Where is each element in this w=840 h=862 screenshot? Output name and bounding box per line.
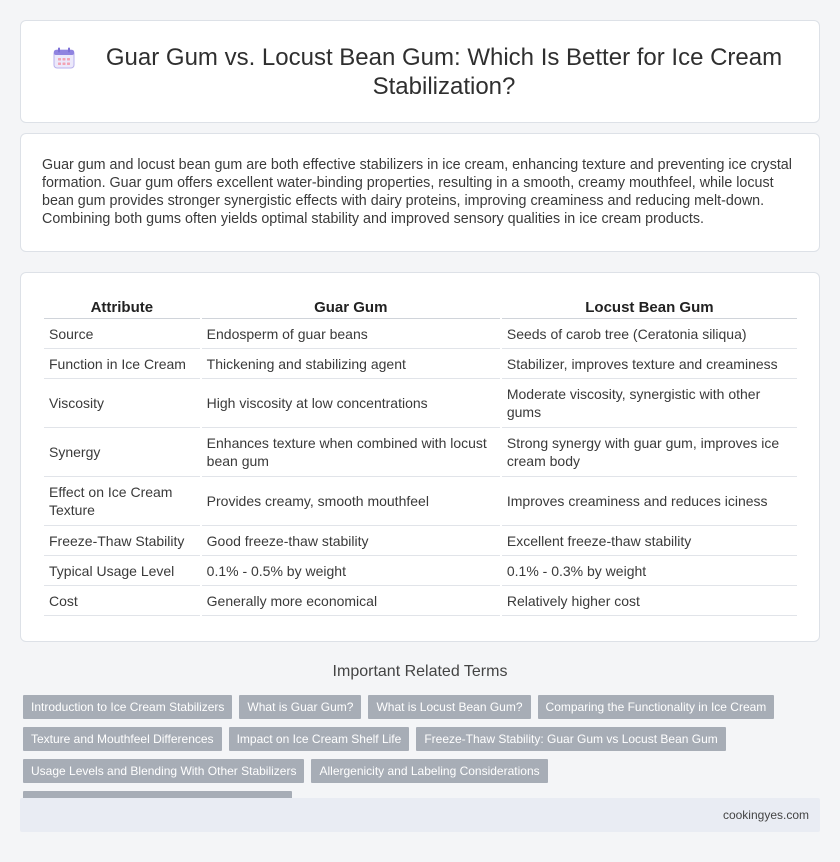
related-term-tag[interactable]: What is Guar Gum? <box>239 695 361 719</box>
table-cell: Enhances texture when combined with locust bean gum <box>202 428 500 477</box>
table-cell: Endosperm of guar beans <box>202 319 500 349</box>
table-row <box>44 526 797 556</box>
table-cell: Source <box>44 319 200 349</box>
header-attribute: Attribute <box>44 295 200 319</box>
table-cell: Moderate viscosity, synergistic with other gums <box>502 379 797 428</box>
page-title: Guar Gum vs. Locust Bean Gum: Which Is Better for Ice Cream Stabilization? <box>105 43 783 100</box>
intro-card <box>20 133 820 252</box>
table-row <box>44 477 797 526</box>
table-row <box>44 319 797 349</box>
comparison-table-card <box>20 272 820 642</box>
table-header-row <box>44 295 797 319</box>
related-term-tag[interactable]: Impact on Ice Cream Shelf Life <box>229 727 410 751</box>
calendar-icon <box>51 45 77 71</box>
table-cell: 0.1% - 0.5% by weight <box>202 556 500 586</box>
comparison-table <box>42 295 799 616</box>
table-cell: 0.1% - 0.3% by weight <box>502 556 797 586</box>
table-cell: Synergy <box>44 428 200 477</box>
table-cell: Typical Usage Level <box>44 556 200 586</box>
table-row <box>44 349 797 379</box>
related-term-tag[interactable]: Introduction to Ice Cream Stabilizers <box>23 695 232 719</box>
table-cell: Stabilizer, improves texture and creaminess <box>502 349 797 379</box>
table-cell: Improves creaminess and reduces iciness <box>502 477 797 526</box>
related-term-tag[interactable]: Freeze-Thaw Stability: Guar Gum vs Locust Bean Gum <box>416 727 725 751</box>
header-card <box>20 20 820 123</box>
footer <box>20 798 820 832</box>
header-locust-bean-gum: Locust Bean Gum <box>502 295 797 319</box>
intro-paragraph: Guar gum and locust bean gum are both effective stabilizers in ice cream, enhancing texture and preventing ice crystal formation. Guar gum offers excellent water-binding properties, resulting in a smooth, creamy mouthfeel, while locust bean gum provides stronger synergistic effects with dairy proteins, improving creaminess and reducing melt-down. Combining both gums often yields optimal stability and improved sensory qualities in ice cream products. <box>42 157 792 227</box>
table-cell: Freeze-Thaw Stability <box>44 526 200 556</box>
table-cell: Generally more economical <box>202 586 500 616</box>
header-guar-gum: Guar Gum <box>202 295 500 319</box>
table-cell: Effect on Ice Cream Texture <box>44 477 200 526</box>
table-row <box>44 379 797 428</box>
table-cell: Relatively higher cost <box>502 586 797 616</box>
title-wrap <box>21 21 819 122</box>
related-terms-list <box>23 695 823 815</box>
table-cell: Excellent freeze-thaw stability <box>502 526 797 556</box>
related-term-tag[interactable]: Allergenicity and Labeling Considerations <box>311 759 547 783</box>
related-term-tag[interactable]: Usage Levels and Blending With Other Stabilizers <box>23 759 304 783</box>
related-terms-title: Important Related Terms <box>332 663 508 680</box>
table-cell: Thickening and stabilizing agent <box>202 349 500 379</box>
related-term-tag[interactable]: Comparing the Functionality in Ice Cream <box>538 695 775 719</box>
table-row <box>44 428 797 477</box>
table-cell: Function in Ice Cream <box>44 349 200 379</box>
table-cell: Good freeze-thaw stability <box>202 526 500 556</box>
table-cell: Cost <box>44 586 200 616</box>
table-row <box>44 556 797 586</box>
footer-site-link[interactable]: cookingyes.com <box>722 808 809 822</box>
table-cell: High viscosity at low concentrations <box>202 379 500 428</box>
related-term-tag[interactable]: Texture and Mouthfeel Differences <box>23 727 222 751</box>
table-cell: Viscosity <box>44 379 200 428</box>
table-cell: Strong synergy with guar gum, improves ice cream body <box>502 428 797 477</box>
table-cell: Seeds of carob tree (Ceratonia siliqua) <box>502 319 797 349</box>
table-cell: Provides creamy, smooth mouthfeel <box>202 477 500 526</box>
related-term-tag[interactable]: What is Locust Bean Gum? <box>368 695 530 719</box>
table-row <box>44 586 797 616</box>
